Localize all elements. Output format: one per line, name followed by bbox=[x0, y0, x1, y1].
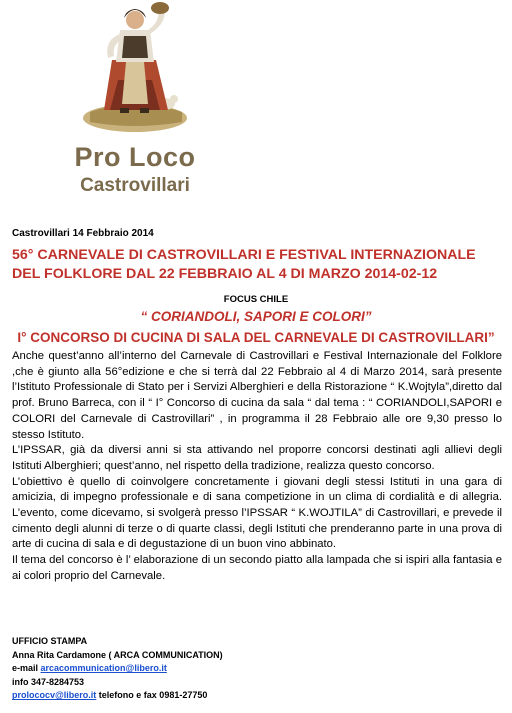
paragraph: L’obiettivo è quello di coinvolgere concretamente i giovani degli stessi Istituti in una gara di amicizia, di impegno professionale e di sana competizione in un clima di cordialità e di allegria. L’evento, come dicevamo, si svolgerà presso l’IPSSAR “ K.WOJTILA” di Castrovillari, e prevede il cimento degli alunni di terze o di quarte classi, degli Istituti che prenderanno parte in una prova di arte di cucina di sala e di degustazione di un buon vino abbinato. bbox=[12, 475, 502, 551]
carnival-figure-illustration bbox=[60, 0, 210, 142]
press-office-footer bbox=[12, 635, 223, 703]
subtitle-event-theme: “ CORIANDOLI, SAPORI E COLORI” bbox=[140, 309, 372, 324]
email-link-2[interactable]: prolococv@libero.it bbox=[12, 690, 97, 701]
logo-subtitle: Castrovillari bbox=[80, 175, 190, 196]
logo-title: Pro Loco bbox=[74, 142, 196, 172]
press-office-label: UFFICIO STAMPA bbox=[12, 636, 88, 646]
focus-label: FOCUS CHILE bbox=[223, 294, 289, 305]
info-phone: info 347-8284753 bbox=[12, 676, 85, 687]
phone-fax: telefono e fax 0981-27750 bbox=[96, 690, 208, 701]
contact-line bbox=[12, 689, 223, 703]
paragraph: L’IPSSAR, già da diversi anni si sta attivando nel proporre concorsi destinati agli allievi degli Istituti Alberghieri; quest’anno, nel rispetto della tradizione, realizza questo concorso. bbox=[12, 444, 502, 472]
contact-name: Anna Rita Cardamone ( ARCA COMMUNICATION) bbox=[12, 649, 223, 660]
email-line bbox=[12, 662, 223, 676]
subtitle-contest: I° CONCORSO DI CUCINA DI SALA DEL CARNEVALE DI CASTROVILLARI” bbox=[17, 330, 495, 345]
article-body bbox=[12, 349, 502, 585]
email-label: e-mail bbox=[12, 663, 41, 674]
paragraph: Anche quest’anno all’interno del Carnevale di Castrovillari e Festival Internazionale del Folklore ,che è giunto alla 56°edizione e che si terrà dal 22 Febbraio al 4 di Marzo 2014, sarà presente l’Istituto Professionale di Stato per i Servizi Alberghieri e della Ristorazione “ K.Wojtyla”,diretto dal prof. Bruno Barreca, con il “ I° Concorso di cucina da sala “ dal tema : “ CORIANDOLI,SAPORI e COLORI del Carnevale di Castrovillari” , in programma il 28 Febbraio alle ore 9,30 presso lo stesso Istituto. bbox=[12, 350, 502, 441]
pro-loco-logo bbox=[60, 0, 210, 205]
paragraph: Il tema del concorso è l’ elaborazione di un secondo piatto alla lampada che si ispiri alla fantasia e ai colori proprio del Carnevale. bbox=[12, 554, 502, 582]
date-line: Castrovillari 14 Febbraio 2014 bbox=[12, 228, 154, 239]
headline: 56° CARNEVALE DI CASTROVILLARI E FESTIVAL INTERNAZIONALE DEL FOLKLORE DAL 22 FEBBRAIO AL 4 DI MARZO 2014-02-12 bbox=[12, 247, 476, 282]
email-link[interactable]: arcacommunication@libero.it bbox=[40, 663, 167, 674]
